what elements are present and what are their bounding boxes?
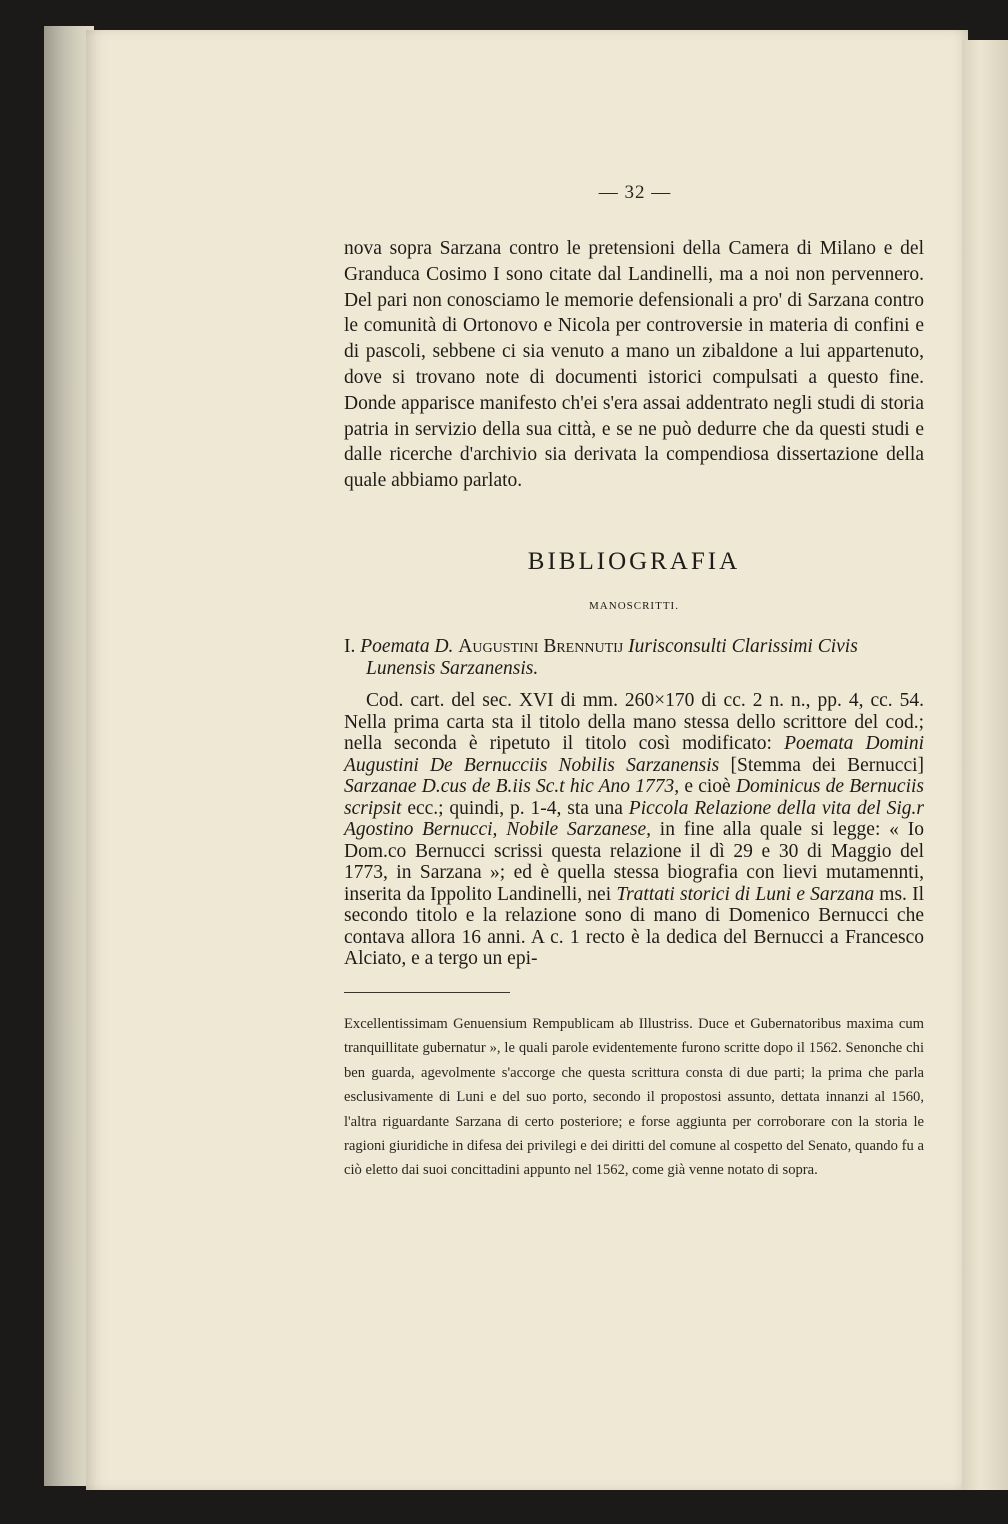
entry-description — [344, 690, 924, 970]
desc-text-4: in fine alla quale si legge: « Io Dom.co Bernucci scrissi questa relazione il dì 29 e 30 di Maggio del 1773, in Sarzana »; ed è quella stessa biografia con lievi mutamennti, inserita da Ippolito Landinelli, nei — [344, 819, 924, 905]
desc-text-1: Cod. cart. del sec. XVI di mm. 260×170 di cc. 2 n. n., pp. 4, cc. 54. Nella prima carta sta il titolo della mano stessa dello scrittore del cod.; nella seconda è ripetuto il titolo così modificato: — [344, 690, 924, 754]
bibliography-entry — [344, 636, 924, 680]
entry-title-part1: Poemata D. — [360, 636, 454, 657]
desc-italic-3: Dominicus de Bernuciis scripsit — [344, 776, 925, 819]
footnote — [344, 1012, 924, 1183]
page-number: — 32 — — [598, 182, 672, 203]
desc-bracket: [Stemma dei Bernucci] — [730, 754, 925, 776]
section-subtitle: MANOSCRITTI. — [589, 600, 679, 612]
desc-italic-5: Trattati storici di Luni e Sarzana — [616, 883, 875, 905]
desc-italic-1: Poemata Domini Augustini De Bernucciis Nobilis Sarzanensis — [344, 733, 924, 776]
entry-title-part2: Iurisconsulti Clarissimi Civis — [628, 636, 858, 657]
footnote-rule — [344, 992, 510, 993]
desc-italic-4: Piccola Relazione della vita del Sig.r Agostino Bernucci, Nobile Sarzanese, — [344, 797, 925, 840]
body-paragraph — [344, 236, 924, 494]
entry-title-line2: Lunensis Sarzanensis. — [366, 658, 539, 679]
desc-text-3: ecc.; quindi, p. 1-4, sta una — [407, 797, 623, 819]
desc-text-5: ms. Il secondo titolo e la relazione sono di mano di Domenico Bernucci che contava allora 16 anni. A c. 1 recto è la dedica del Bernucci a Francesco Alciato, e a tergo un epi- — [344, 883, 925, 969]
desc-italic-2: Sarzanae D.cus de B.iis Sc.t hic Ano 1773, — [344, 776, 680, 797]
next-page-edge — [962, 40, 1008, 1490]
section-title: BIBLIOGRAFIA — [527, 548, 741, 575]
desc-text-2: e cioè — [684, 776, 731, 797]
body-paragraph-text: nova sopra Sarzana contro le pretensioni della Camera di Milano e del Granduca Cosimo I sono citate dal Landinelli, ma a noi non pervennero. Del pari non conosciamo le memorie defensionali a pro' di Sarzana contro le comunità di Ortonovo e Nicola per controversie in materia di confini e di pascoli, sebbene ci sia venuto a mano un zibaldone a lui appartenuto, dove si trovano note di documenti istorici compulsati a questo fine. Donde apparisce manifesto ch'ei s'era assai addentrato negli studi di storia patria in servizio della sua città, e se ne può dedurre che da questi studi e dalle ricerche d'archivio sia derivata la compendiosa dissertazione della quale abbiamo parlato. — [344, 238, 924, 492]
entry-number: I. — [344, 636, 356, 657]
footnote-text: Excellentissimam Genuensium Rempublicam ab Illustriss. Duce et Gubernatoribus maxima cum tranquillitate gubernatur », le quali parole evidentemente furono scritte dopo il 1562. Senonche chi ben guarda, agevolmente s'accorge che questa scrittura consta di due parti; la prima che parla esclusivamente di Luni e del suo porto, secondo il propostosi assunto, dettata innanzi al 1560, l'altra riguardante Sarzana di certo posteriore; e forse aggiunta per corroborare con la storia le ragioni giuridiche in difesa dei privilegi e dei diritti del comune al cospetto del Senato, quando fu a ciò eletto dai suoi concittadini appunto nel 1562, come già venne notato di sopra. — [344, 1016, 924, 1179]
entry-author: Augustini Brennutij — [458, 636, 624, 657]
